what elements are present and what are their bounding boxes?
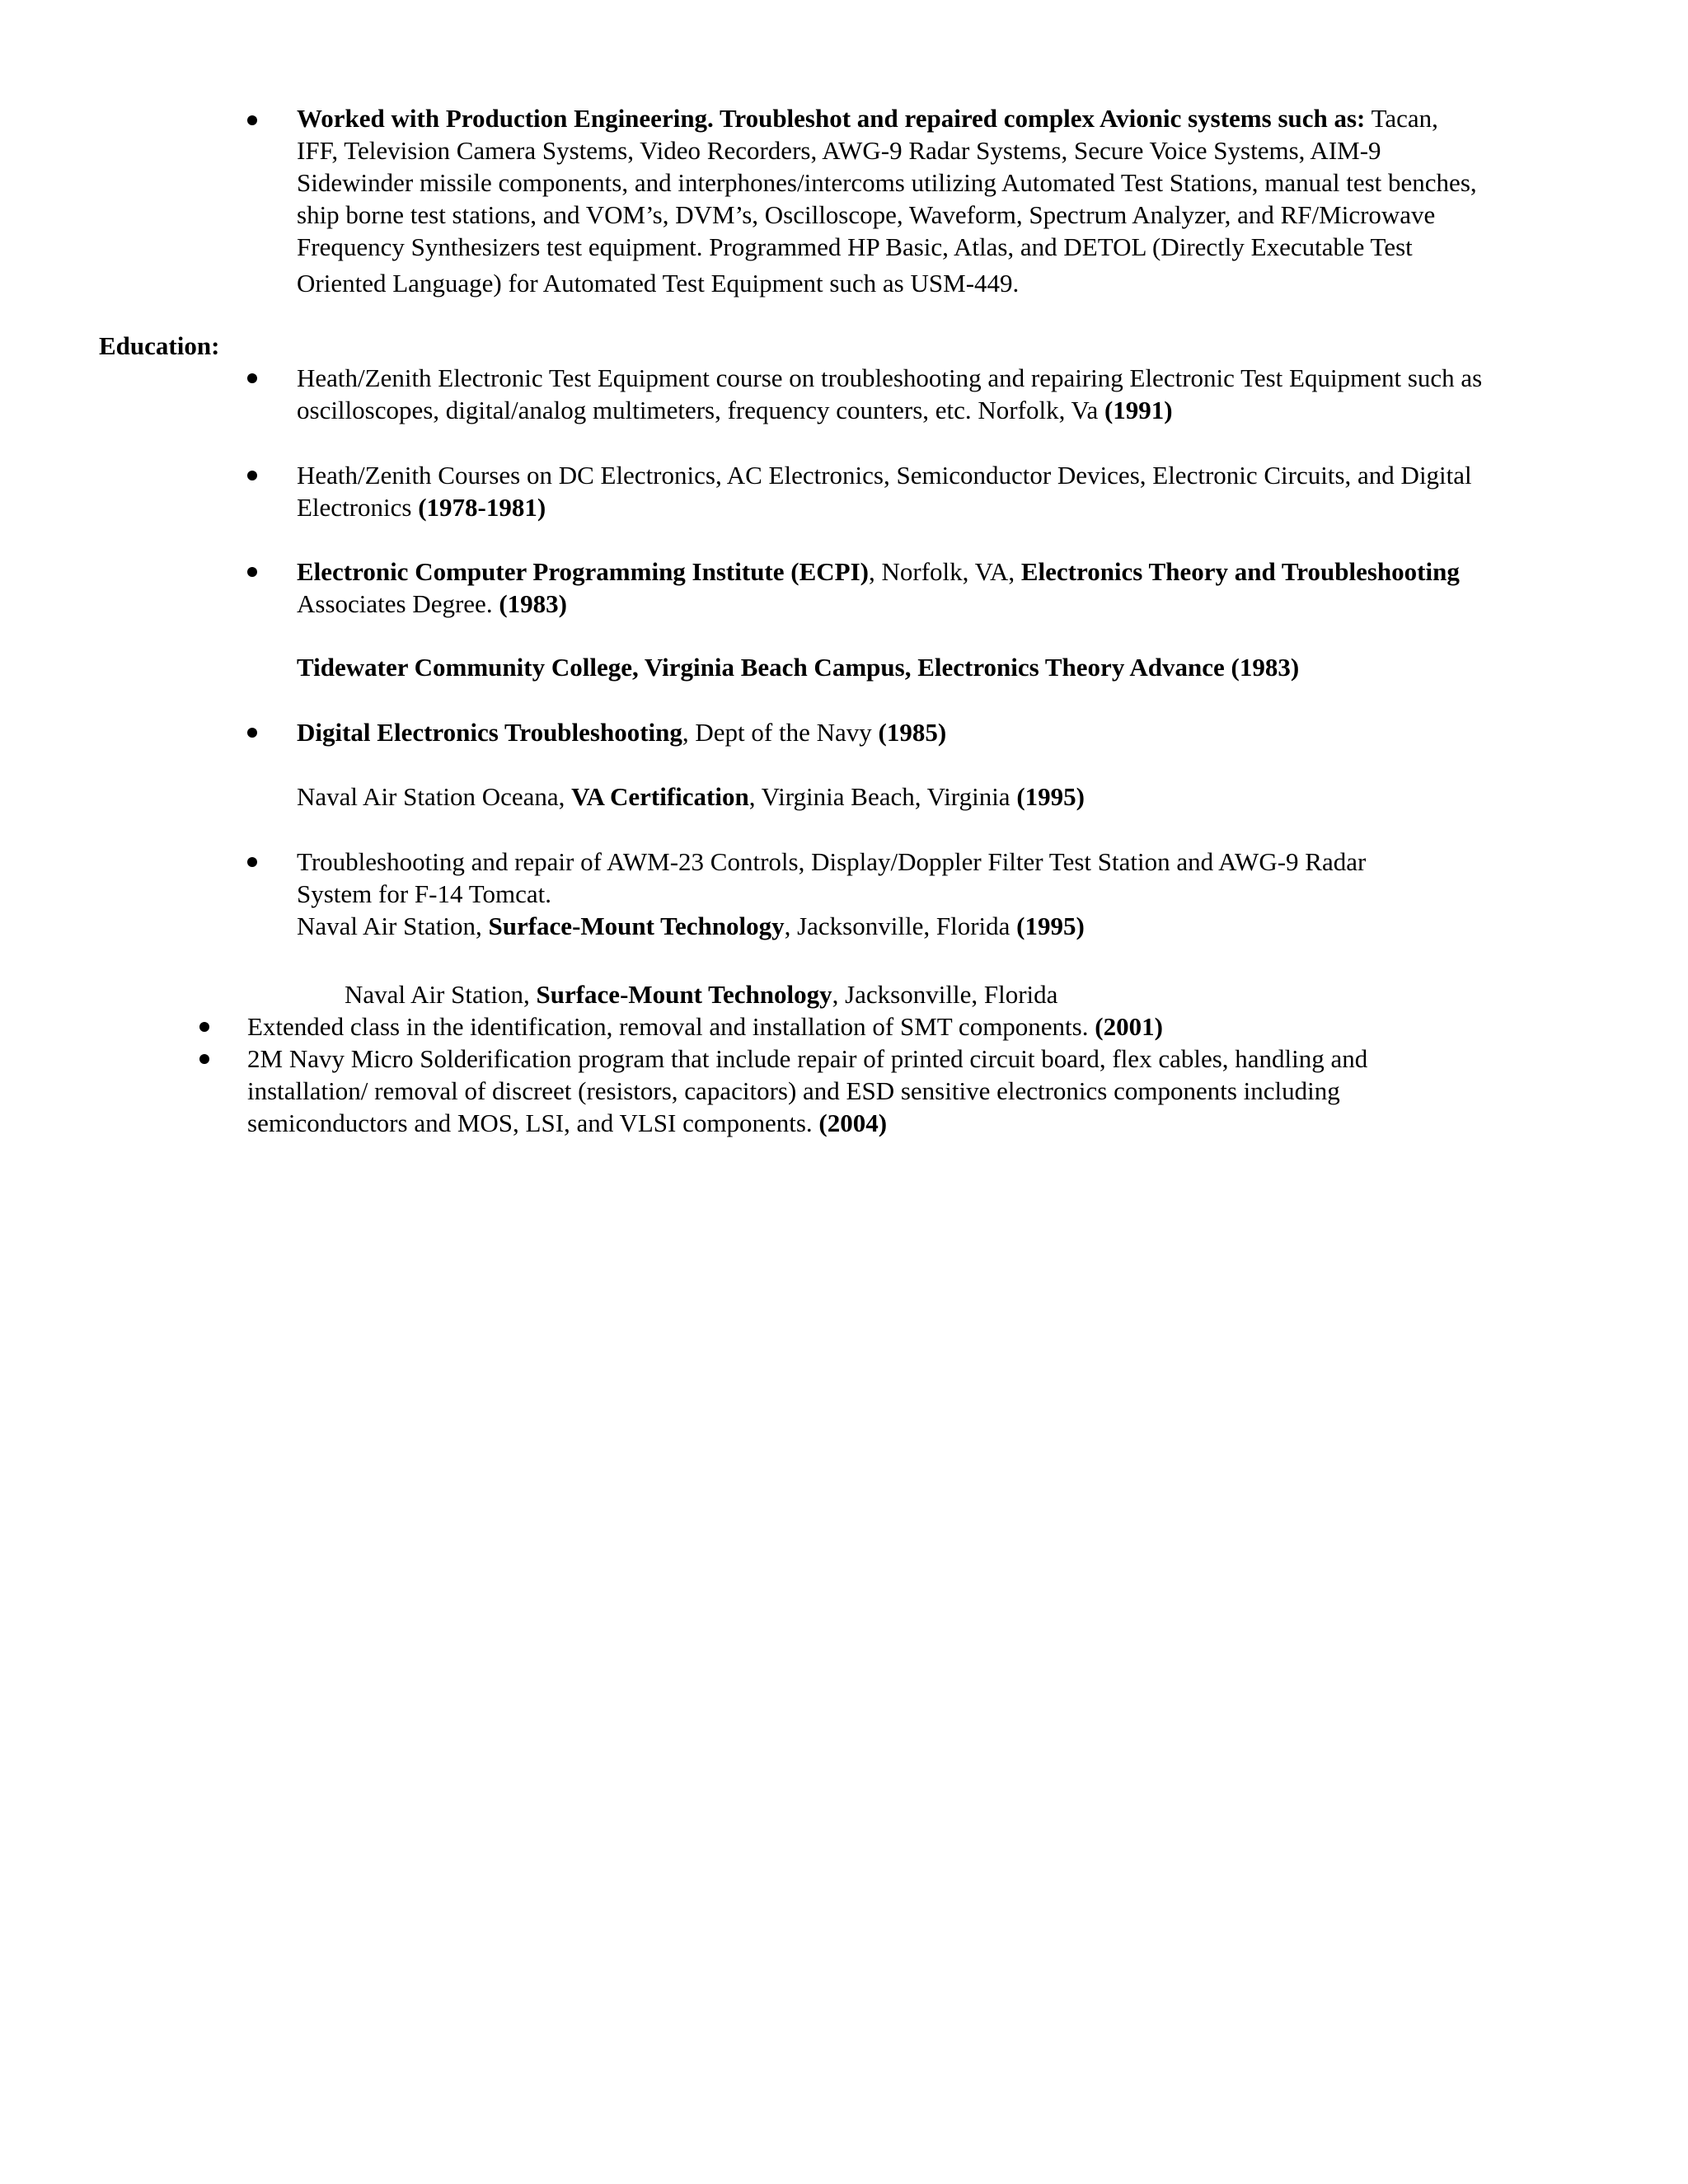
education-item-heath-test: Heath/Zenith Electronic Test Equipment course on troubleshooting and repairing Electronic Test Equipment such as oscilloscopes, digital/analog multimeters, frequency counters, etc. Norfolk, Va (1991)	[297, 363, 1483, 424]
bullet-icon	[247, 373, 257, 383]
education-item-tidewater: Tidewater Community College, Virginia Beach Campus, Electronics Theory Advance (1983)	[297, 653, 1300, 682]
education-item-oceana: Naval Air Station Oceana, VA Certification, Virginia Beach, Virginia (1995)	[297, 782, 1085, 811]
bullet-icon	[199, 1054, 209, 1064]
work-item-paragraph: Worked with Production Engineering. Troubleshot and repaired complex Avionic systems such as: Tacan, IFF, Television Camera Systems, Video Recorders, AWG-9 Radar Systems, Secure Voice Systems, AIM-9 Sidewinder missile components, and interphones/intercoms utilizing Automated Test Stations, manual test benches, ship borne test stations, and VOM’s, DVM’s, Oscilloscope, Waveform, Spectrum Analyzer, and RF/Microwave Frequency Synthesizers test equipment. Programmed HP Basic, Atlas, and DETOL (Directly Executable Test Oriented Language) for Automated Test Equipment such as USM-449.	[297, 104, 1477, 298]
education-item-heath-courses: Heath/Zenith Courses on DC Electronics, AC Electronics, Semiconductor Devices, Electronic Circuits, and Digital Electronics (1978-1981)	[297, 461, 1472, 522]
education-heading: Education:	[99, 331, 220, 360]
bullet-icon	[247, 728, 257, 738]
education-item-ecpi: Electronic Computer Programming Institute (ECPI), Norfolk, VA, Electronics Theory and Troubleshooting Associates Degree. (1983)	[297, 557, 1460, 618]
bullet-icon	[247, 567, 257, 577]
education-item-awm: Troubleshooting and repair of AWM-23 Controls, Display/Doppler Filter Test Station and AWG-9 Radar System for F-14 Tomcat. Naval Air Station, Surface-Mount Technology, Jacksonville, Florida (1995)	[297, 847, 1367, 940]
education-item-smt-class: Extended class in the identification, removal and installation of SMT components. (2001)	[247, 1012, 1163, 1041]
education-item-solder: 2M Navy Micro Solderification program that include repair of printed circuit board, flex cables, handling and installation/ removal of discreet (resistors, capacitors) and ESD sensitive electronics components including semiconductors and MOS, LSI, and VLSI components. (2004)	[247, 1044, 1368, 1137]
education-item-digital: Digital Electronics Troubleshooting, Dept of the Navy (1985)	[297, 718, 947, 747]
bullet-icon	[247, 115, 257, 125]
bullet-icon	[247, 857, 257, 867]
education-item-smt-header: Naval Air Station, Surface-Mount Technology, Jacksonville, Florida	[345, 980, 1058, 1009]
bullet-icon	[199, 1022, 209, 1032]
work-item-lead: Worked with Production Engineering. Troubleshot and repaired complex Avionic systems such as:	[297, 104, 1366, 133]
bullet-icon	[247, 471, 257, 480]
